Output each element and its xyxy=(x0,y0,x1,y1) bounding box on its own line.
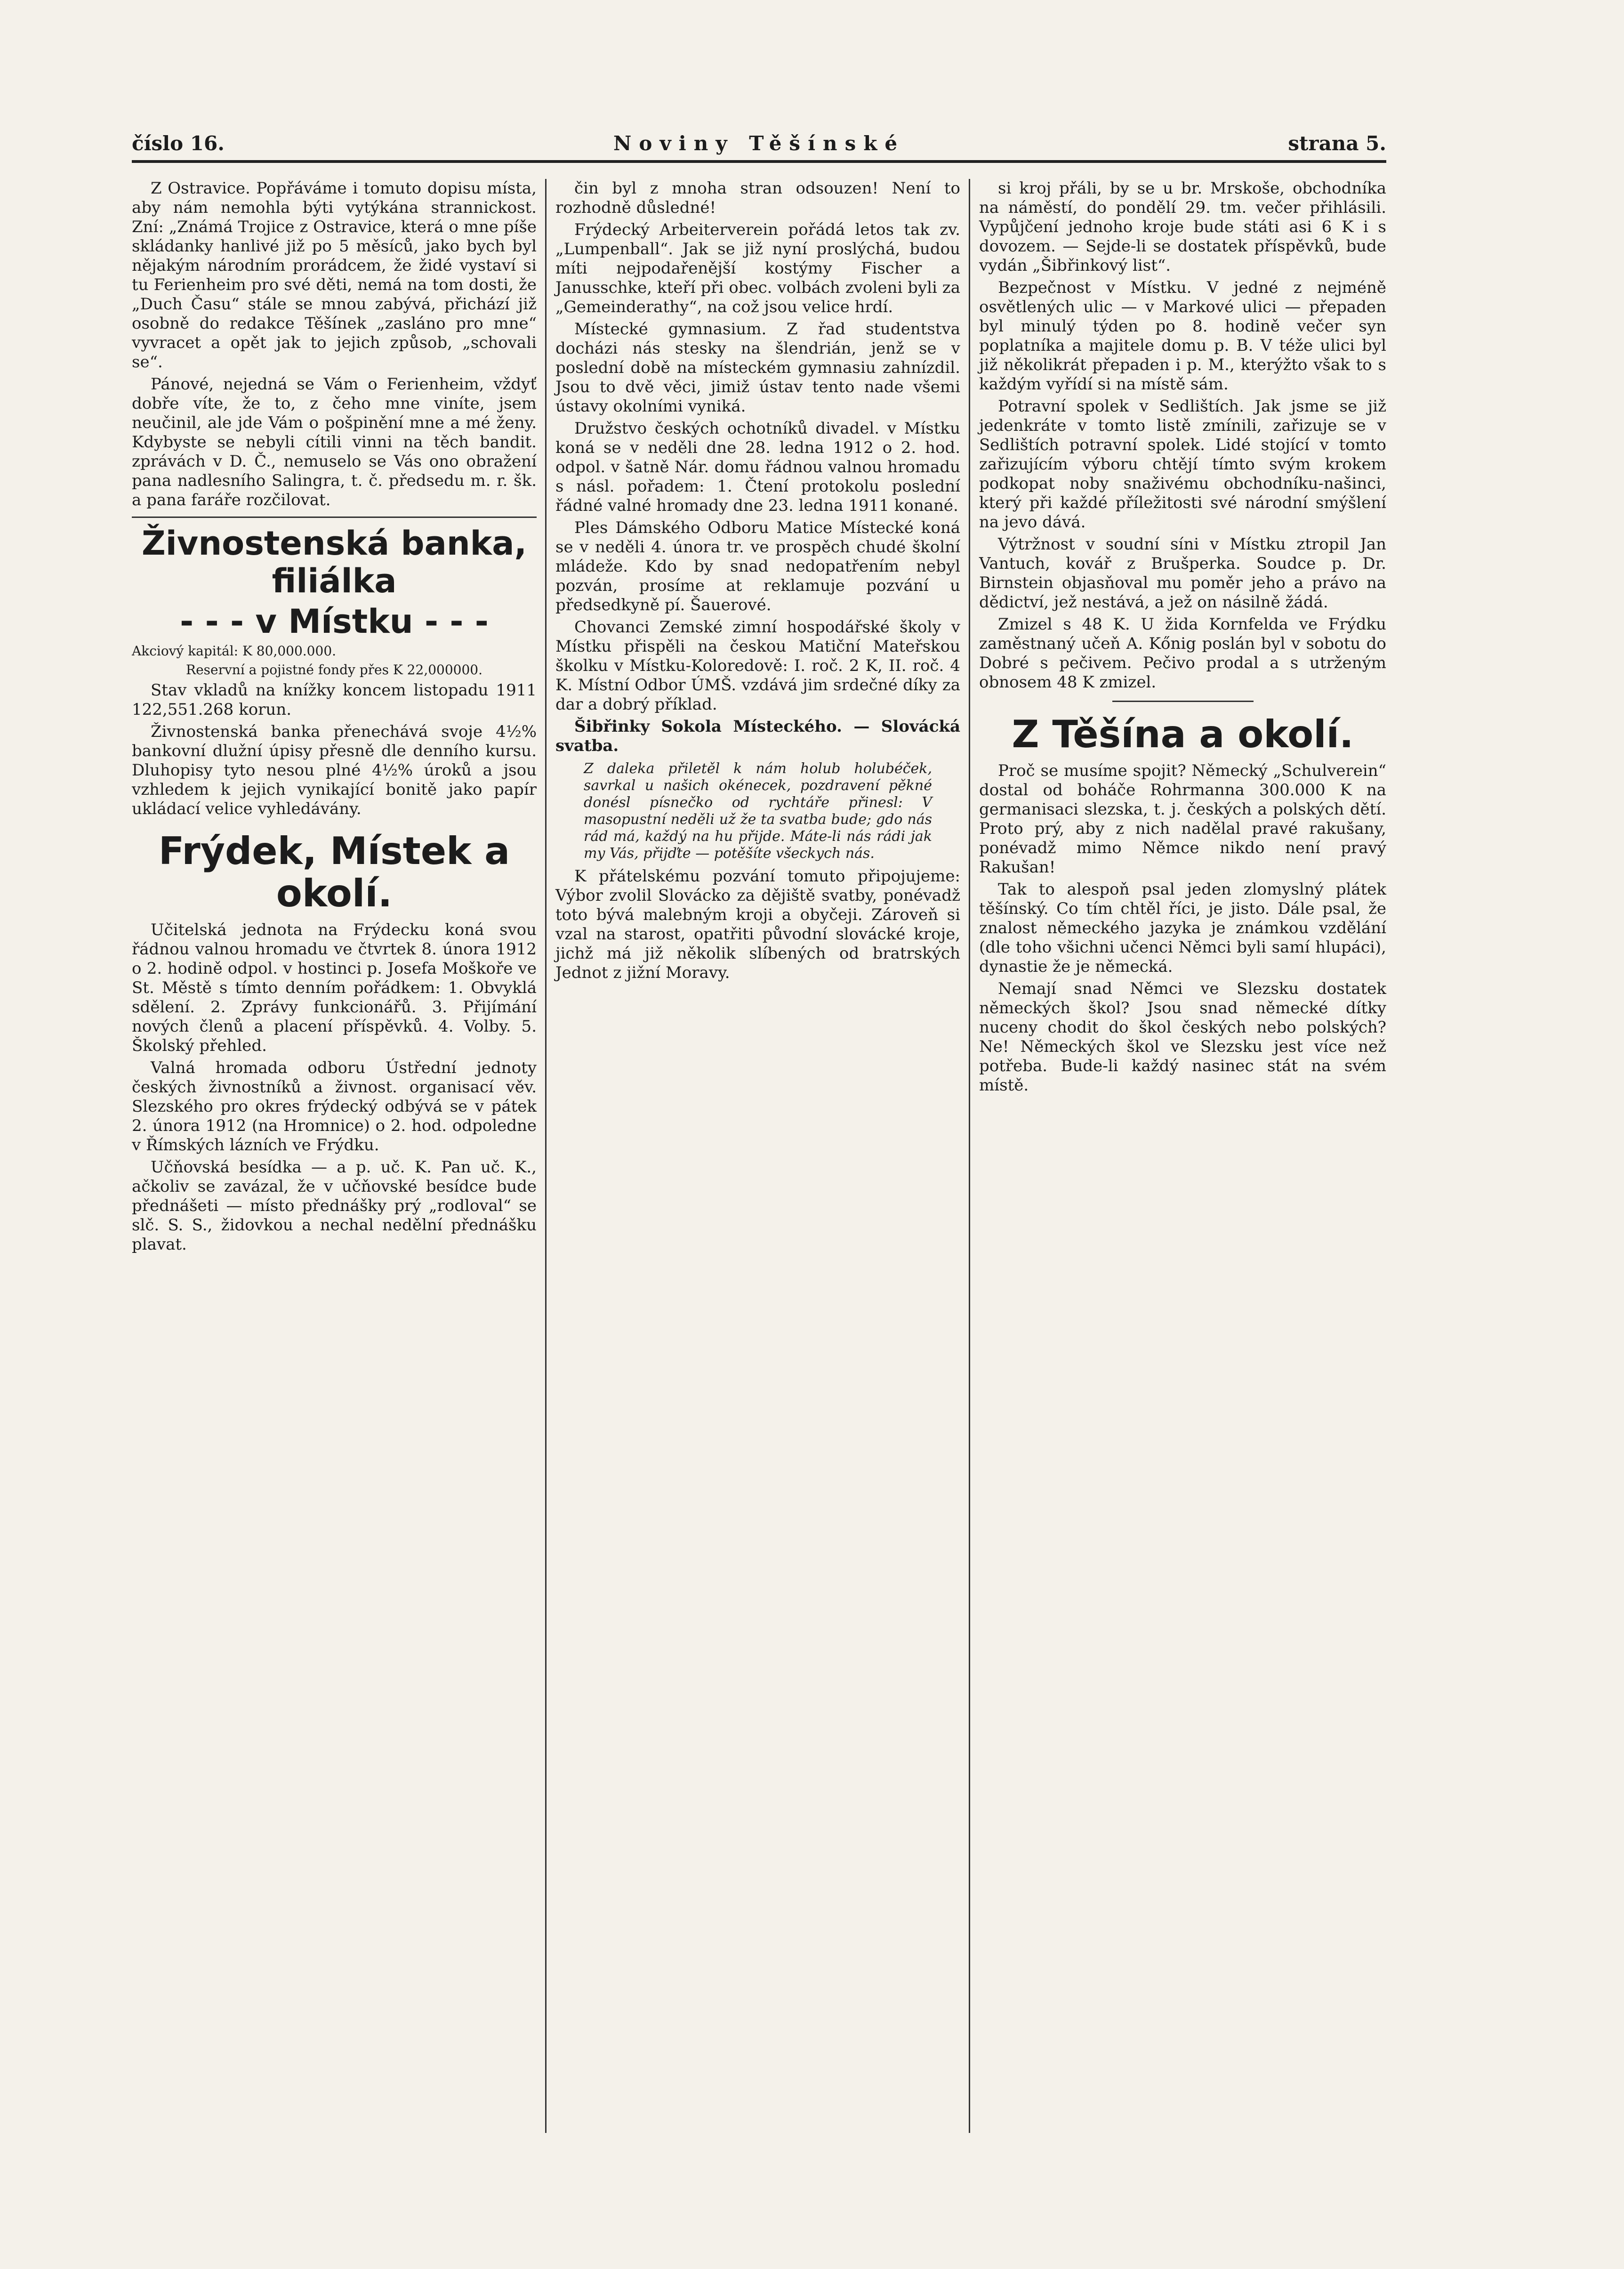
article-paragraph: Nemají snad Němci ve Slezsku dostatek německých škol? Jsou snad německé dítky nuceny chodit do škol českých nebo polských? Ne! Německých škol ve Slezsku jest více než potřeba. Bude-li každý nasinec stát na svém místě. xyxy=(979,979,1386,1095)
column-3 xyxy=(979,179,1386,2133)
bank-capital: Akciový kapitál: K 80,000.000. xyxy=(132,643,337,659)
bank-ad-title: Živnostenská banka, filiálka xyxy=(141,524,527,600)
section-heading: Z Těšína a okolí. xyxy=(1012,712,1354,756)
article-paragraph: Proč se musíme spojit? Německý „Schulverein“ dostal od boháče Rohrmanna 300.000 K na germanisaci slezska, t. j. českých a polských dětí. Proto prý, aby z nich nadělal pravé rakušany, ponévadž mimo Němce nikdo není pravý Rakušan! xyxy=(979,761,1386,877)
article-paragraph: Živnostenská banka přenechává svoje 4½% bankovní dlužní úpisy přesně dle denního kursu. Dluhopisy tyto nesou plné 4½% úroků a jsou vzhledem k jejich vynikající bonitě jako papír ukládací velice vyhledávány. xyxy=(132,722,537,818)
article-paragraph: Bezpečnost v Místku. V jedné z nejméně osvětlených ulic — v Markové ulici — přepaden byl minulý týden po 8. hodině večer syn poplatníka a majitele domu p. B. V téže ulici byl již několikrát přepaden i p. M., kterýžto však to s každým vyřídí si na místě sám. xyxy=(979,278,1386,394)
article-paragraph: si kroj přáli, by se u br. Mrskoše, obchodníka na náměstí, do pondělí 29. tm. večer přihlásili. Vypůjčení jednoho kroje bude státi asi 6 K i s dovozem. — Sejde-li se dostatek příspěvků, bude vydán „Šibřinkový list“. xyxy=(979,179,1386,275)
article-heading: Šibřinky Sokola Místeckého. — Slovácká svatba. xyxy=(555,717,960,755)
newspaper-page xyxy=(132,127,1386,2142)
bank-reserve: Reservní a pojistné fondy přes K 22,000000. xyxy=(186,662,482,678)
article-paragraph: Pánové, nejedná se Vám o Ferienheim, vždyť dobře víte, že to, z čeho mne viníte, jsem neučinil, ale jde Vám o pošpinění mne a mé ženy. Kdybyste se nebyli cítili vinni na těch bandit. zprávách v D. Č., nemuselo se Vás ono obražení pana nadlesního Salingra, t. č. předsedu m. r. šk. a pana faráře rozčilovat. xyxy=(132,375,537,509)
divider xyxy=(132,517,537,518)
article-paragraph: Místecké gymnasium. Z řad studentstva docházi nás stesky na šlendrián, jenž se v poslední době na místeckém gymnasiu zahnízdil. Jsou to dvě věci, jimiž ústav tento nade všemi ústavy okolními vyniká. xyxy=(555,320,960,416)
column-2 xyxy=(555,179,960,2133)
column-separator xyxy=(545,179,547,2133)
article-paragraph: Výtržnost v soudní síni v Místku ztropil Jan Vantuch, kovář z Brušperka. Soudce p. Dr. Birnstein objasňoval mu poměr jeho a právo na dědictví, jež nestává, a jež on násilně žádá. xyxy=(979,535,1386,612)
divider xyxy=(1112,701,1254,702)
article-paragraph: Z Ostravice. Popřáváme i tomuto dopisu místa, aby nám nemohla býti vytýkána strannickost. Zní: „Známá Trojice z Ostravice, která o mne píše skládanky hanlivé již po 5 měsíců, jako bych byl nějakým národním prorádcem, že židé vystaví si tu Ferienheim pro své děti, nemá na tom dosti, že „Duch Času“ stále se mnou zabývá, přichází již osobně do redakce Těšínek „zasláno pro mne“ vyvracet a opět jak to jejich způsob, „schovali se“. xyxy=(132,179,537,371)
invitation-poem: Z daleka přiletěl k nám holub holubéček, savrkal u našich okénecek, pozdravení pěkné donésl písnečko od rychtáře přinesl: V masopustní neděli už že ta svatba bude; gdo nás rád má, každý na hu přijde. Máte-li nás rádi jak my Vás, přijďte — potěšíte všeckych nás. xyxy=(584,760,932,862)
column-1 xyxy=(132,179,537,2133)
header-rule xyxy=(132,160,1386,163)
page-header xyxy=(132,127,1386,160)
article-paragraph: Učitelská jednota na Frýdecku koná svou řádnou valnou hromadu ve čtvrtek 8. února 1912 o 2. hodině odpol. v hostinci p. Josefa Moškoře ve St. Městě s tímto denním pořádkem: 1. Obvyklá sdělení. 2. Zprávy funkcionářů. 3. Přijímání nových členů a placení příspěvků. 4. Volby. 5. Školský přehled. xyxy=(132,921,537,1055)
page-number: strana 5. xyxy=(1288,132,1386,155)
article-paragraph: Potravní spolek v Sedlištích. Jak jsme se již jedenkráte v tomto listě zmínili, zařizuje se v Sedlištích potravní spolek. Lidé stojící v tomto zařizujícím výboru chtějí tímto svým krokem podkopat noby snaživému obchodníku-našinci, který při každé příležitosti své národní smýšlení na jevo dává. xyxy=(979,397,1386,532)
article-paragraph: Frýdecký Arbeiterverein pořádá letos tak zv. „Lumpenball“. Jak se již nyní proslýchá, budou míti nejpodařenější kostýmy Fischer a Janusschke, kteří při obec. volbách zvoleni byli za „Gemeinderathy“, na což jsou velice hrdí. xyxy=(555,220,960,316)
article-paragraph: K přátelskému pozvání tomuto připojujeme: Výbor zvolil Slovácko za dějiště svatby, ponévadž toto bývá malebným kroji a obyčeji. Zároveň si vzal na starost, opatřiti původní slovácké kroje, jichž má již několik slíbených od bratrských Jednot z jižní Moravy. xyxy=(555,867,960,982)
article-paragraph: Tak to alespoň psal jeden zlomyslný plátek těšínský. Co tím chtěl říci, je jisto. Dále psal, že znalost německého jazyka je známkou vzdělání (dle toho všichni učenci Němci byli samí hlupáci), dynastie že je německá. xyxy=(979,880,1386,976)
article-paragraph: Stav vkladů na knížky koncem listopadu 1911 122,551.268 korun. xyxy=(132,681,537,719)
bank-ad-subtitle: - - - v Místku - - - xyxy=(180,602,489,641)
paper-title: Noviny Těšínské xyxy=(613,132,905,155)
column-separator xyxy=(969,179,970,2133)
article-paragraph: Valná hromada odboru Ústřední jednoty českých živnostníků a živnost. organisací věv. Slezského pro okres frýdecký odbývá se v pátek 2. února 1912 (na Hromnice) o 2. hod. odpoledne v Římských lázních ve Frýdku. xyxy=(132,1058,537,1155)
section-heading: Frýdek, Místek a okolí. xyxy=(158,829,510,915)
article-paragraph: Zmizel s 48 K. U žida Kornfelda ve Frýdku zaměstnaný učeň A. Kőnig poslán byl v sobotu do Dobré s pečivem. Pečivo prodal a s utrženým obnosem 48 K zmizel. xyxy=(979,615,1386,692)
article-paragraph: Učňovská besídka — a p. uč. K. Pan uč. K., ačkoliv se zavázal, že v učňovské besídce bude přednášeti — místo přednášky prý „rodloval“ se slč. S. S., židovkou a nechal nedělní přednášku plavat. xyxy=(132,1158,537,1254)
article-paragraph: Družstvo českých ochotníků divadel. v Místku koná se v neděli dne 28. ledna 1912 o 2. hod. odpol. v šatně Nár. domu řádnou valnou hromadu s násl. pořadem: 1. Čtení protokolu poslední řádné valné hromady dne 23. ledna 1911 konané. xyxy=(555,419,960,515)
issue-number: číslo 16. xyxy=(132,132,225,155)
article-paragraph: Ples Dámského Odboru Matice Místecké koná se v neděli 4. února tr. ve prospěch chudé školní mládeže. Kdo by snad nedopatřením nebyl pozván, prosíme at reklamuje pozvání u předsedkyně pí. Šauerové. xyxy=(555,518,960,614)
article-paragraph: Chovanci Zemské zimní hospodářské školy v Místku přispěli na českou Matiční Mateřskou školku v Místku-Koloredově: I. roč. 2 K, II. roč. 4 K. Místní Odbor ÚMŠ. vzdává jim srdečné díky za dar a dobrý příklad. xyxy=(555,618,960,714)
article-paragraph: čin byl z mnoha stran odsouzen! Není to rozhodně důsledné! xyxy=(555,179,960,217)
columns xyxy=(132,179,1386,2133)
